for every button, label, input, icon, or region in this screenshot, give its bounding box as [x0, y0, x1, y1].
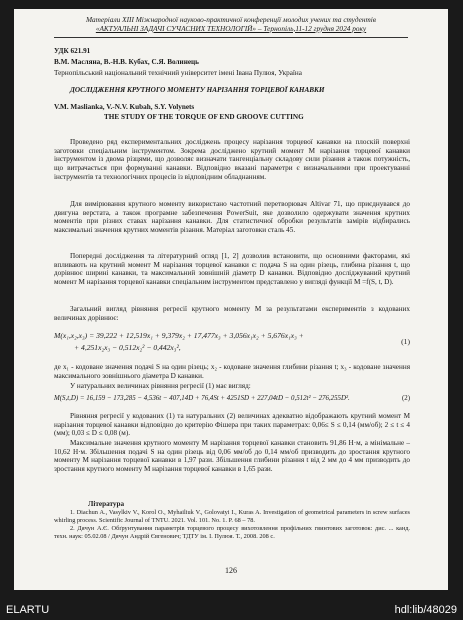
conference-line-1: Матеріали XIII Міжнародної науково-практичної конференції молодих учених та студентів	[86, 15, 376, 24]
equation-2	[54, 395, 410, 402]
equation-1-number: (1)	[401, 337, 410, 346]
paragraph-1: Проведено ряд експериментальних досліджень процесу нарізання торцевої канавки на плоскій поверхні заготовки спеціальним інструментом. Зокрема досліджено крутний момент M нарізання торцевої канавки інструментом із двома різцями, що дозволяє визначати тангенціальну складову сили різання а також потужність, що витрачається при формуванні канавки. Відповідно вказані параметри є визначальними при проектуванні інструментів та технологічних процесів із відповідним обладнанням.	[54, 138, 410, 181]
conference-header	[14, 16, 448, 33]
conference-line-2: «АКТУАЛЬНІ ЗАДАЧІ СУЧАСНИХ ТЕХНОЛОГІЙ» – Тернопіль,11-12 грудня 2024 року	[95, 23, 367, 33]
footer-right: hdl:lib/48029	[394, 604, 457, 616]
equation-1-line-2: + 4,251x₂x₃ − 0,512x₂² − 0,442x₃²,	[74, 343, 181, 352]
paragraph-5: де x₁ - кодоване значення подачі S на один різець; x₂ - кодоване значення глибини різання t; x₃ - кодоване значення максимального зовнішнього діаметра D канавки.	[54, 363, 410, 380]
authors-ua: В.М. Масляна, В.-Н.В. Кубах, С.Я. Волинець	[54, 58, 199, 66]
page-number: 126	[225, 566, 237, 575]
header-rule	[54, 37, 408, 38]
equation-1	[54, 331, 410, 352]
paragraph-6: У натуральних величинах рівняння регресії (1) має вигляд:	[70, 382, 251, 390]
footer-left: ELARTU	[6, 604, 50, 616]
paragraph-7: Рівняння регресії у кодованих (1) та натуральних (2) величинах адекватно відображають крутний момент M нарізання торцевої канавки відповідно до критерію Фішера при таких параметрах: 0,06≤ S ≤ 0,14 (мм/об); 2 ≤ t ≤ 4 (мм); 0,03 ≤ D ≤ 0,08 (м).	[54, 412, 410, 438]
authors-en: V.M. Maslianka, V.-N.V. Kubah, S.Y. Volynets	[54, 103, 195, 111]
paragraph-8: Максимальне значення крутного моменту M нарізання торцевої канавки становить 91,86 Н·м, а мінімальне – 10,62 Н·м. Збільшення подачі S на один різець від 0,06 мм/об до 0,14 мм/об призводить до зростання крутного моменту M нарізання торцевої канавки в 1,97 рази. Збільшення глибини різання t від 2 мм до 4 мм призводить до зростання крутного моменту M нарізання торцевої канавки в 1,65 рази.	[54, 439, 410, 474]
reference-1: 1. Diachun A., Vasylkiv V., Korol O., Myhailiuk V., Golovatyi I., Kuras A. Investigation of geometrical parameters in screw surfaces whirling process. Scientific Journal of TNTU. 2021. Vol. 101. No. 1. P. 68 – 78.	[54, 509, 410, 524]
equation-1-line-1: M(x₁,x₂,x₃) = 39,222 + 12,519x₁ + 9,379x₂ + 17,477x₃ + 3,056x₁x₂ + 5,676x₁x₃ +	[54, 331, 304, 340]
paragraph-3: Попередні дослідження та літературний огляд [1, 2] дозволив встановити, що основними факторами, які впливають на крутний момент M нарізання торцевої канавки є: подача S на один різець, глибина різання t, що дорівнює ширині канавки, та максимальний зовнішній діаметр D канавки. Відповідно досліджуваний крутний момент M нарізання торцевої канавки спеціальним інструментом представлено у вигляді функції M =f(S, t, D).	[54, 252, 410, 287]
equation-2-text: M(S,t,D) = 16,159 − 173,285 − 4,536t − 407,14D + 76,4St + 4251SD + 227,04tD − 0,512t² − 276,255D².	[54, 395, 350, 402]
title-ua: ДОСЛІДЖЕННЯ КРУТНОГО МОМЕНТУ НАРІЗАННЯ ТОРЦЕВОЇ КАНАВКИ	[70, 86, 325, 94]
udc-code: УДК 621.91	[54, 47, 91, 55]
paragraph-4: Загальний вигляд рівняння регресії крутного моменту M за результатами експериментів з кодованих величинах дорівнює:	[54, 305, 410, 322]
references-title: Література	[88, 500, 125, 508]
reference-2: 2. Дячун А.Є. Обґрунтування параметрів торцевого процесу вихотовлення профільних гвинтових заготовок: дис. ... канд. техн. наук: 05.02.08 / Дячун Андрій Євгенович; ТДТУ ім. І. Пулюя. Т., 2008. 208 с.	[54, 525, 410, 540]
affiliation: Тернопільський національний технічний університет імені Івана Пулюя, Україна	[54, 69, 302, 77]
equation-2-number: (2)	[401, 395, 410, 402]
title-en: THE STUDY OF THE TORQUE OF END GROOVE CUTTING	[104, 113, 304, 121]
paper-page	[14, 9, 448, 590]
paragraph-2: Для вимірювання крутного моменту використано частотний перетворювач Altivar 71, що приєднувався до двигуна верстата, а також програмне забезпечення PowerSuit, яке дозволило одержувати значення крутних моментів при різних ставах нарізання канавки. Для статистичної обробки результатів замірів відбирались максимальні значення крутних моментів різання. Матеріал заготовки сталь 45.	[54, 200, 410, 235]
